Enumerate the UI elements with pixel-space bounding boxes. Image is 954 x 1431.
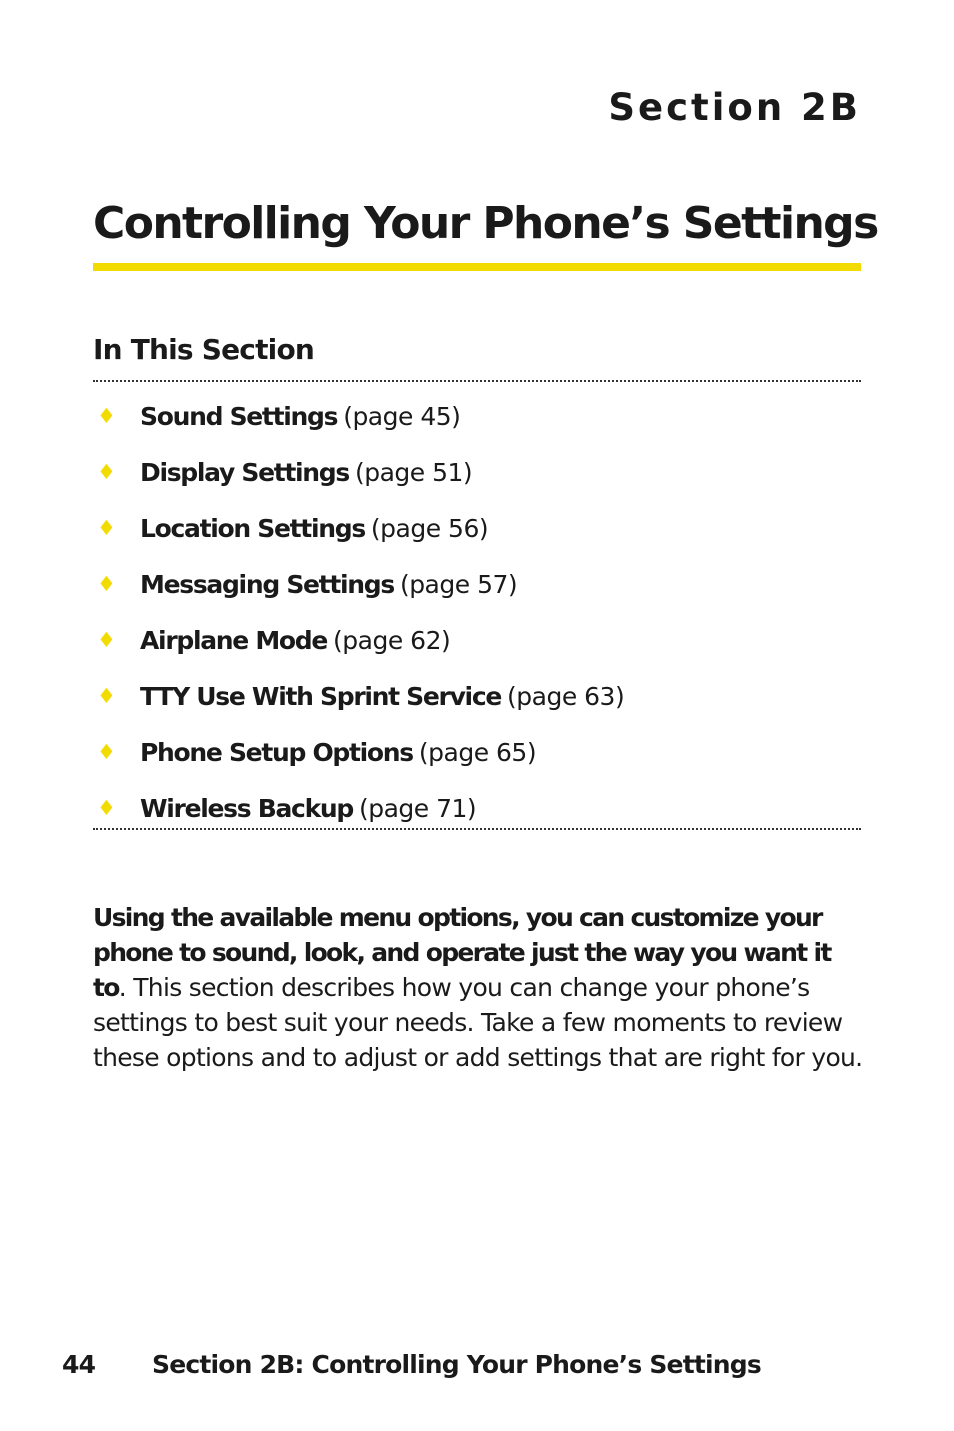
list-item[interactable] xyxy=(93,724,861,780)
page-number: 44 xyxy=(62,1350,96,1379)
diamond-bullet-icon: ♦ xyxy=(97,460,116,484)
diamond-bullet-icon: ♦ xyxy=(97,684,116,708)
diamond-bullet-icon: ♦ xyxy=(97,796,116,820)
list-item[interactable] xyxy=(93,444,861,500)
diamond-bullet-icon: ♦ xyxy=(97,740,116,764)
toc-item-title: Display Settings xyxy=(140,457,349,487)
toc-page-ref: (page 56) xyxy=(370,513,489,543)
diamond-bullet-icon: ♦ xyxy=(97,516,116,540)
dotted-divider-top xyxy=(93,380,861,382)
toc-page-ref: (page 71) xyxy=(358,793,477,823)
intro-paragraph xyxy=(93,900,863,1075)
diamond-bullet-icon: ♦ xyxy=(97,628,116,652)
toc-item-title: Wireless Backup xyxy=(140,793,353,823)
intro-body-text: . This section describes how you can change your phone’s settings to best suit your needs. Take a few moments to review these options and to adjust or add settings that are right for you. xyxy=(93,973,863,1072)
page-title: Controlling Your Phone’s Settings xyxy=(93,198,878,249)
intro-lead-text: Using the available menu options, you can customize your phone to sound, look, and operate just the way you want it to xyxy=(93,903,831,1002)
diamond-bullet-icon: ♦ xyxy=(97,404,116,428)
running-title: Section 2B: Controlling Your Phone’s Settings xyxy=(152,1350,761,1379)
toc-item-title: Location Settings xyxy=(140,513,365,543)
in-this-section-heading: In This Section xyxy=(93,333,315,366)
list-item[interactable] xyxy=(93,668,861,724)
toc-item-title: Phone Setup Options xyxy=(140,737,413,767)
list-item[interactable] xyxy=(93,500,861,556)
toc-item-title: Sound Settings xyxy=(140,401,338,431)
toc-page-ref: (page 51) xyxy=(354,457,473,487)
section-contents-list xyxy=(93,388,861,836)
diamond-bullet-icon: ♦ xyxy=(97,572,116,596)
section-label: Section 2B xyxy=(608,86,861,129)
toc-page-ref: (page 62) xyxy=(333,625,451,655)
toc-item-title: Airplane Mode xyxy=(140,625,328,655)
dotted-divider-bottom xyxy=(93,828,861,830)
list-item[interactable] xyxy=(93,388,861,444)
title-underline xyxy=(93,263,861,271)
toc-page-ref: (page 63) xyxy=(507,681,625,711)
list-item[interactable] xyxy=(93,556,861,612)
list-item[interactable] xyxy=(93,612,861,668)
toc-item-title: Messaging Settings xyxy=(140,569,394,599)
toc-item-title: TTY Use With Sprint Service xyxy=(140,681,502,711)
toc-page-ref: (page 45) xyxy=(343,401,461,431)
page-footer xyxy=(62,1350,761,1379)
toc-page-ref: (page 65) xyxy=(418,737,537,767)
toc-page-ref: (page 57) xyxy=(399,569,518,599)
